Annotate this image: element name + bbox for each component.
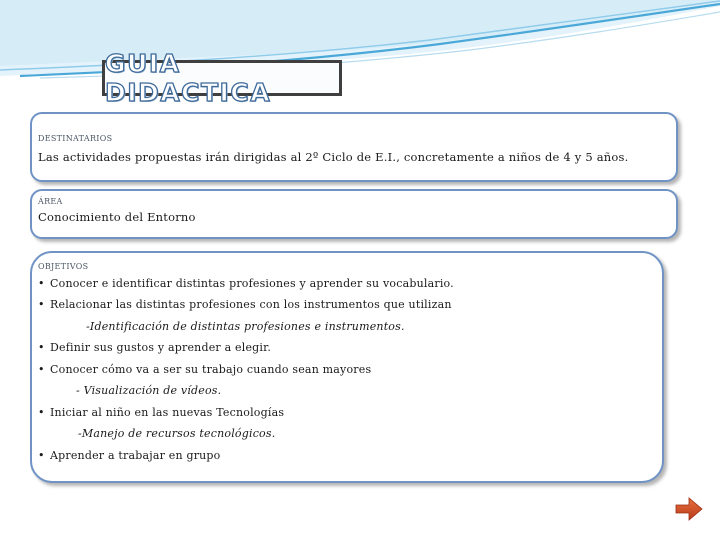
list-subitem-text: -Identificación de distintas profesiones e instrumentos. xyxy=(86,320,405,333)
area-text: Conocimiento del Entorno xyxy=(38,210,196,224)
list-subitem xyxy=(86,320,405,333)
bullet-icon: • xyxy=(38,363,45,376)
list-item xyxy=(38,277,454,290)
list-item xyxy=(38,341,271,354)
list-item-text: Aprender a trabajar en grupo xyxy=(50,449,221,462)
title-box xyxy=(102,49,342,107)
list-item xyxy=(38,298,452,311)
list-item xyxy=(38,406,284,419)
list-item xyxy=(38,363,371,376)
list-subitem-text: -Manejo de recursos tecnológicos. xyxy=(78,427,276,440)
bullet-icon: • xyxy=(38,298,45,311)
arrow-right-icon[interactable] xyxy=(675,497,703,521)
bullet-icon: • xyxy=(38,449,45,462)
list-subitem-text: - Visualización de vídeos. xyxy=(76,384,222,397)
destinatarios-text: Las actividades propuestas irán dirigidas al 2º Ciclo de E.I., concretamente a niños de 4 y 5 años. xyxy=(38,150,629,164)
area-panel xyxy=(30,189,678,239)
bullet-icon: • xyxy=(38,341,45,354)
list-item-text: Definir sus gustos y aprender a elegir. xyxy=(50,341,272,354)
area-label: ÁREA xyxy=(38,197,63,206)
list-item xyxy=(38,449,221,462)
objetivos-label: OBJETIVOS xyxy=(38,262,89,271)
destinatarios-label: DESTINATARIOS xyxy=(38,134,113,143)
list-subitem xyxy=(76,384,221,397)
bullet-icon: • xyxy=(38,406,45,419)
list-item-text: Iniciar al niño en las nuevas Tecnologías xyxy=(50,406,285,419)
page-title: GUIA DIDACTICA xyxy=(105,49,272,107)
destinatarios-panel xyxy=(30,112,678,182)
list-item-text: Conocer e identificar distintas profesiones y aprender su vocabulario. xyxy=(50,277,454,290)
list-subitem xyxy=(78,427,275,440)
list-item-text: Relacionar las distintas profesiones con los instrumentos que utilizan xyxy=(50,298,452,311)
bullet-icon: • xyxy=(38,277,45,290)
list-item-text: Conocer cómo va a ser su trabajo cuando sean mayores xyxy=(50,363,372,376)
objetivos-panel xyxy=(30,251,664,483)
